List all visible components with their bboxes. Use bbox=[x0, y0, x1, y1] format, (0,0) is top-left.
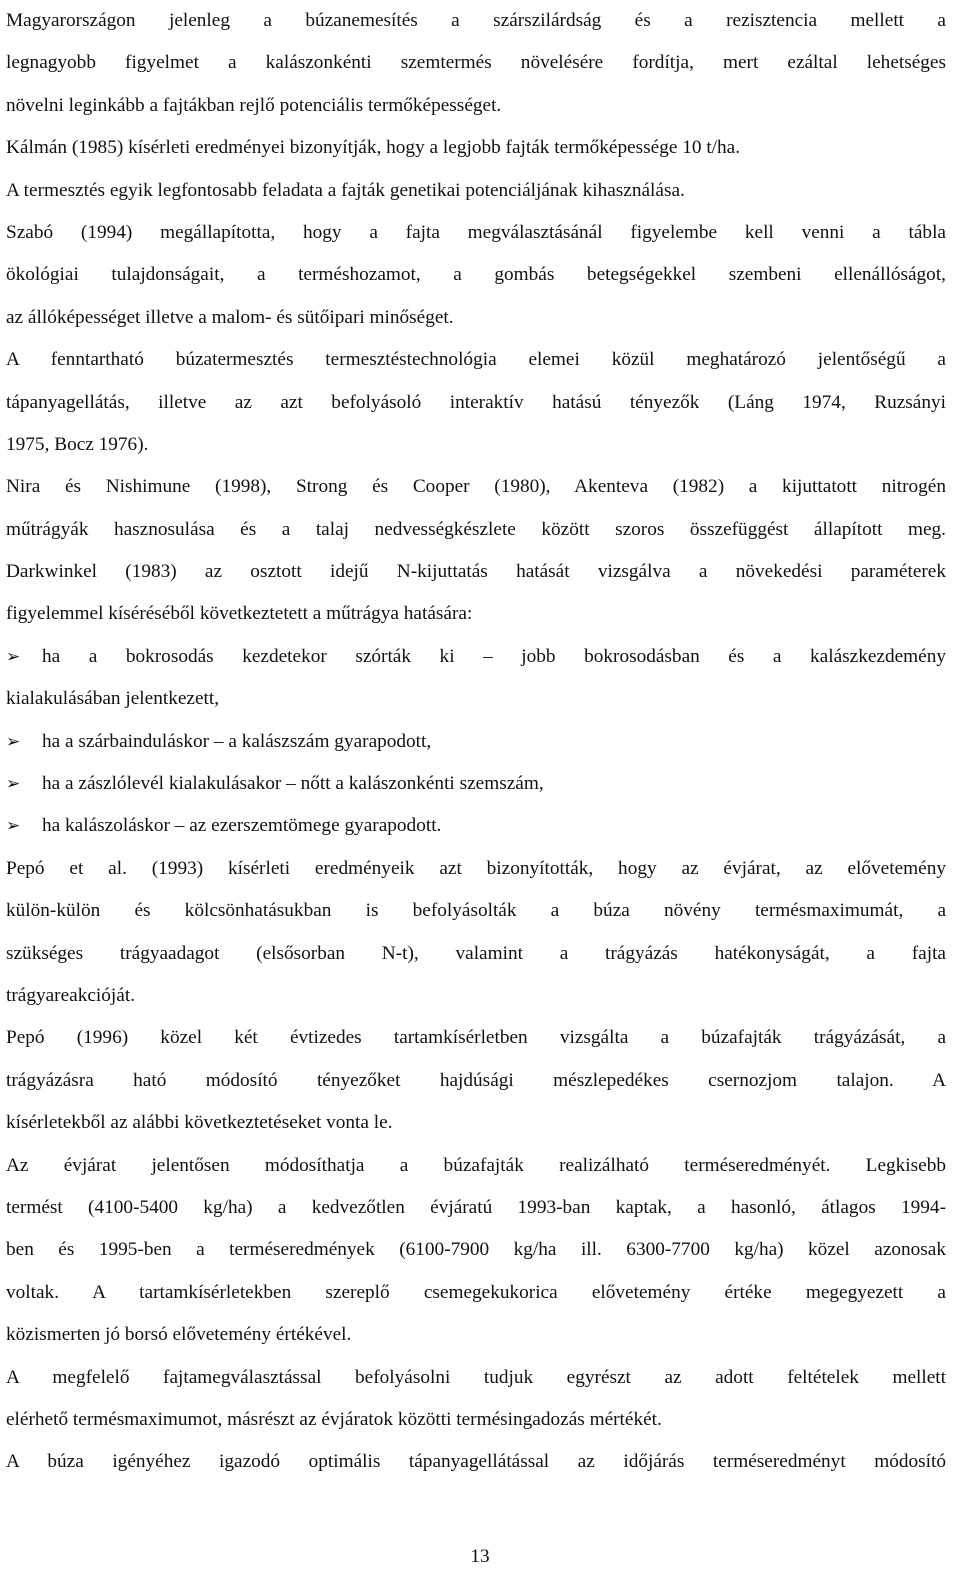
text-line: az állóképességet illetve a malom- és sütőipari minőséget. bbox=[6, 306, 454, 328]
text-line: ökológiai tulajdonságait, a terméshozamot, a gombás betegségekkel szembeni ellenállóságot, bbox=[6, 264, 946, 286]
text-line: műtrágyák hasznosulása és a talaj nedvességkészlete között szoros összefüggést állapított meg. bbox=[6, 518, 946, 540]
bullet-list-item bbox=[6, 763, 946, 805]
text-line: kialakulásában jelentkezett, bbox=[6, 688, 220, 710]
text-line: Darkwinkel (1983) az osztott idejű N-kijuttatás hatását vizsgálva a növekedési paraméterek bbox=[6, 561, 946, 583]
text-line: Az évjárat jelentősen módosíthatja a búzafajták realizálható terméseredményét. Legkisebb bbox=[6, 1154, 946, 1176]
arrow-bullet-icon: ➢ bbox=[6, 731, 21, 752]
page-number: 13 bbox=[470, 1546, 490, 1567]
text-line: Magyarországon jelenleg a búzanemesítés a szárszilárdság és a rezisztencia mellett a bbox=[6, 10, 946, 31]
bullet-list-item bbox=[6, 805, 946, 847]
text-line: ben és 1995-ben a terméseredmények (6100-7900 kg/ha ill. 6300-7700 kg/ha) közel azonosak bbox=[6, 1239, 946, 1261]
text-line: tápanyagellátás, illetve az azt befolyásoló interaktív hatású tényezők (Láng 1974, Ruzsányi bbox=[6, 391, 946, 413]
text-line: Szabó (1994) megállapította, hogy a fajta megválasztásánál figyelembe kell venni a tábla bbox=[6, 221, 946, 243]
text-line: A termesztés egyik legfontosabb feladata a fajták genetikai potenciáljának kihasználása. bbox=[6, 179, 685, 201]
arrow-bullet-icon: ➢ bbox=[6, 774, 21, 795]
text-line: Nira és Nishimune (1998), Strong és Cooper (1980), Akenteva (1982) a kijuttatott nitrogén bbox=[6, 476, 946, 498]
bullet-list-item bbox=[6, 721, 946, 763]
text-line: A búza igényéhez igazodó optimális tápanyagellátással az időjárás terméseredményt módosító bbox=[6, 1451, 946, 1473]
text-line: kísérletekből az alábbi következtetéseket vonta le. bbox=[6, 1112, 393, 1134]
text-line: 1975, Bocz 1976). bbox=[6, 433, 149, 455]
document-body bbox=[6, 0, 946, 1484]
text-line: Kálmán (1985) kísérleti eredményei bizonyítják, hogy a legjobb fajták termőképessége 10 t/ha. bbox=[6, 137, 741, 159]
text-line: trágyázásra ható módosító tényezőket hajdúsági mészlepedékes csernozjom talajon. A bbox=[6, 1069, 946, 1091]
text-line: elérhető termésmaximumot, másrészt az évjáratok közötti termésingadozás mértékét. bbox=[6, 1408, 662, 1430]
bullet-text: ha a szárbainduláskor – a kalászszám gyarapodott, bbox=[42, 730, 432, 752]
text-line: A megfelelő fajtamegválasztással befolyásolni tudjuk egyrészt az adott feltételek mellett bbox=[6, 1366, 946, 1388]
text-line: termést (4100-5400 kg/ha) a kedvezőtlen évjáratú 1993-ban kaptak, a hasonló, átlagos 1994- bbox=[6, 1196, 946, 1218]
text-line: trágyareakcióját. bbox=[6, 984, 135, 1006]
text-line: szükséges trágyaadagot (elsősorban N-t), valamint a trágyázás hatékonyságát, a fajta bbox=[6, 942, 946, 964]
text-line: figyelemmel kíséréséből következtetett a műtrágya hatására: bbox=[6, 603, 473, 625]
text-line: külön-külön és kölcsönhatásukban is befolyásolták a búza növény termésmaximumát, a bbox=[6, 900, 946, 922]
text-line: növelni leginkább a fajtákban rejlő potenciális termőképességet. bbox=[6, 94, 502, 116]
arrow-bullet-icon: ➢ bbox=[6, 816, 21, 837]
bullet-text: ha a zászlólevél kialakulásakor – nőtt a kalászonkénti szemszám, bbox=[42, 773, 544, 795]
bullet-text: ha a bokrosodás kezdetekor szórták ki – jobb bokrosodásban és a kalászkezdemény bbox=[42, 645, 946, 667]
text-line: közismerten jó borsó elővetemény értékével. bbox=[6, 1324, 352, 1346]
text-line: Pepó (1996) közel két évtizedes tartamkísérletben vizsgálta a búzafajták trágyázását, a bbox=[6, 1027, 946, 1049]
document-page bbox=[6, 0, 946, 1484]
text-line: voltak. A tartamkísérletekben szereplő csemegekukorica elővetemény értéke megegyezett a bbox=[6, 1281, 946, 1303]
text-line: legnagyobb figyelmet a kalászonkénti szemtermés növelésére fordítja, mert ezáltal lehetséges bbox=[6, 52, 946, 74]
text-line: Pepó et al. (1993) kísérleti eredményeik azt bizonyították, hogy az évjárat, az elővetemény bbox=[6, 857, 946, 879]
arrow-bullet-icon: ➢ bbox=[6, 646, 21, 667]
bullet-text: ha kalászoláskor – az ezerszemtömege gyarapodott. bbox=[42, 815, 442, 837]
bullet-list-item bbox=[6, 636, 946, 678]
text-line: A fenntartható búzatermesztés termesztéstechnológia elemei közül meghatározó jelentőségű a bbox=[6, 349, 946, 371]
